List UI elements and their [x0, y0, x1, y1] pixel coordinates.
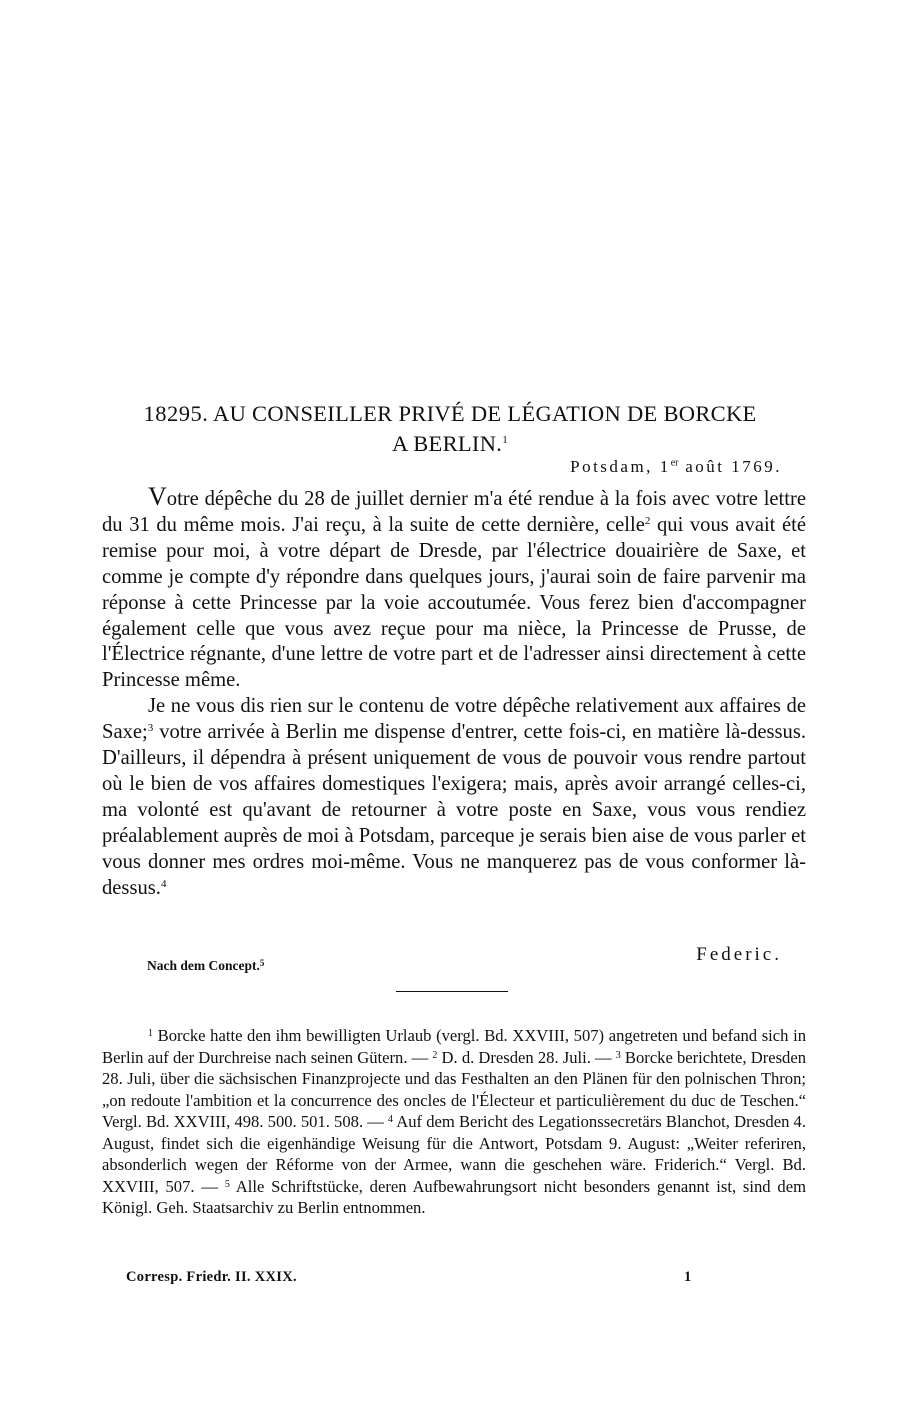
paragraph-1 [102, 484, 806, 694]
footnote-1-marker: 1 [148, 1028, 153, 1039]
footnote-5: Alle Schriftstücke, deren Aufbewahrungsort nicht besonders genannt ist, sind dem Königl. Geh. Staatsarchiv zu Berlin entnommen. [102, 1176, 806, 1217]
addressee-place: A BERLIN. [391, 431, 503, 456]
footnote-ref-2: 2 [644, 514, 651, 527]
footnote-2-marker: 2 [432, 1049, 438, 1061]
letter-heading [100, 400, 800, 457]
heading-line-1 [100, 400, 800, 427]
paragraph-2-text-a: Je ne vous dis rien sur le contenu de votre dépêche relativement aux affaires de Saxe; [102, 695, 806, 744]
letter-body [102, 484, 806, 902]
paragraph-2 [102, 694, 806, 901]
footnote-3: Borcke berichtete, Dresden 28. Juli, über die sächsischen Finanzprojecte und das Festhalten an den Plänen für den polnischen Thron; „on redoute l'ambition et la concurrence des oncles de l'Électeur et particulièrement du duc de Teschen.“ Vergl. Bd. XXVIII, 498. 500. 501. 508. — [102, 1047, 806, 1131]
addressee: AU CONSEILLER PRIVÉ DE LÉGATION DE BORCKE [213, 401, 757, 426]
heading-line-2 [100, 427, 800, 457]
paragraph-1-text-b: qui vous avait été remise pour moi, à votre départ de Dresde, par l'électrice douairière de Saxe, et comme je compte d'y répondre dans quelques jours, j'aurai soin de faire parvenir ma réponse à cette Princesse par la voie accoutumée. Vous ferez bien d'accompagner également celle que vous avez reçue pour ma nièce, la Princesse de Prusse, de l'Électrice régnante, d'une lettre de votre part et de l'adresser ainsi directement à cette Princesse même. [102, 513, 806, 692]
footnote-ref-5: 5 [259, 958, 265, 968]
footnote-3-marker: 3 [615, 1049, 621, 1061]
footnote-4: Auf dem Bericht des Legationssecretärs Blanchot, Dresden 4. August, findet sich die eigenhändige Weisung für die Antwort, Potsdam 9. August: „Weiter referiren, absonderlich wegen der Réforme von der Armee, wann die geschehen wäre. Friderich.“ Vergl. Bd. XXVIII, 507. — [102, 1112, 806, 1196]
signature-mark: 1 [684, 1269, 692, 1285]
series-line: Corresp. Friedr. II. XXIX. [126, 1269, 297, 1285]
date-month-year: août 1769. [685, 457, 782, 476]
footnote-4-marker: 4 [388, 1114, 394, 1125]
footnote-ref-3: 3 [147, 722, 154, 735]
letter-number: 18295. [143, 401, 209, 426]
initial-letter: V [148, 482, 167, 511]
source-text: Nach dem Concept. [147, 958, 260, 973]
footnote-ref-4: 4 [160, 877, 167, 890]
signature: Federic. [696, 944, 782, 965]
footnotes-block [102, 1025, 806, 1219]
source-note [147, 958, 264, 974]
place-date [570, 457, 782, 477]
footnote-2: D. d. Dresden 28. Juli. — [437, 1047, 612, 1067]
footnote-1: Borcke hatte den ihm bewilligten Urlaub (vergl. Bd. XXVIII, 507) angetreten und befand sich in Berlin auf der Durchreise nach seinen Gütern. — [102, 1026, 806, 1067]
date-day: 1 [659, 457, 671, 476]
heading-note-ref: 1 [502, 434, 508, 446]
section-divider [396, 991, 508, 992]
place: Potsdam, [570, 457, 653, 476]
paragraph-2-text-b: votre arrivée à Berlin me dispense d'entrer, cette fois-ci, en matière là-dessus. D'ailleurs, il dépendra à présent uniquement de vous de pouvoir vous rendre partout où le bien de vos affaires domestiques l'exigera; mais, après avoir arrangé celles-ci, ma volonté est qu'avant de retourner à votre poste en Saxe, vous vous rendiez préalablement auprès de moi à Potsdam, parceque je serais bien aise de vous parler et vous donner mes ordres moi-même. Vous ne manquerez pas de vous conformer là-dessus. [102, 721, 806, 899]
footnotes [102, 1025, 806, 1219]
paragraph-1-text-a: otre dépêche du 28 de juillet dernier m'a été rendue à la fois avec votre lettre du 31 du même mois. J'ai reçu, à la suite de cette dernière, celle [102, 488, 806, 536]
footnote-5-marker: 5 [224, 1178, 230, 1190]
date-day-suffix: er [670, 457, 679, 469]
